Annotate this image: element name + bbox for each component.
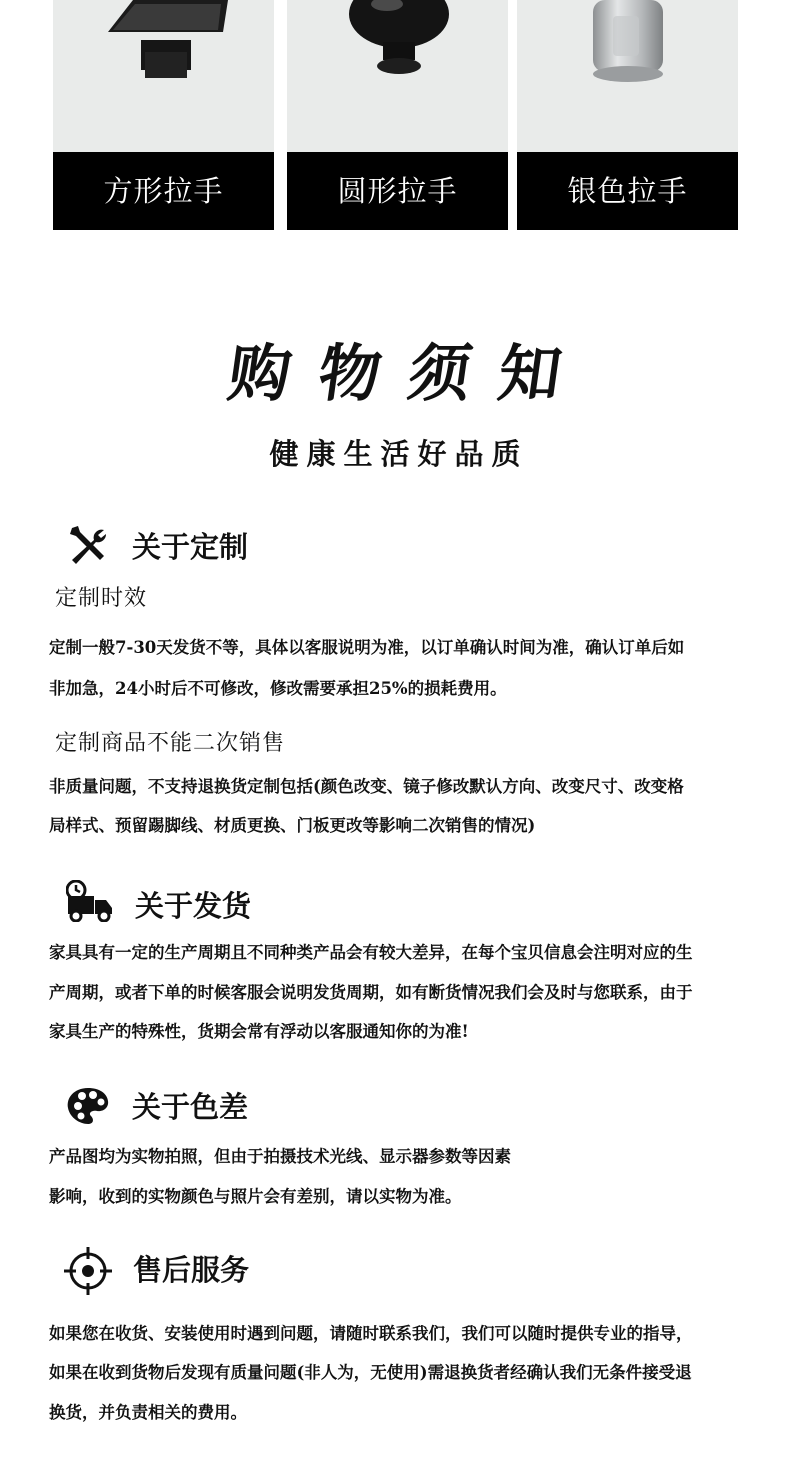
paragraph-line: 家具生产的特殊性，货期会常有浮动以客服通知你的为准! — [49, 1022, 469, 1041]
target-icon — [64, 1247, 112, 1295]
paragraph-line: 如果在收到货物后发现有质量问题(非人为，无使用)需退换货者经确认我们无条件接受退 — [49, 1363, 692, 1382]
paragraph-line: 家具具有一定的生产周期且不同种类产品会有较大差异，在每个宝贝信息会注明对应的生 — [49, 943, 693, 962]
product-card-round[interactable] — [287, 0, 508, 230]
delivery-truck-icon — [66, 880, 114, 922]
paragraph-line: 影响，收到的实物颜色与照片会有差别，请以实物为准。 — [49, 1187, 462, 1206]
product-label: 银色拉手 — [517, 152, 738, 230]
paragraph-line: 产周期，或者下单的时候客服会说明发货周期，如有断货情况我们会及时与您联系，由于 — [49, 983, 693, 1002]
product-card-silver[interactable] — [517, 0, 738, 230]
sub-heading-lead-time: 定制时效 — [55, 586, 148, 611]
section-heading-color: 关于色差 — [132, 1090, 249, 1124]
product-card-square[interactable] — [53, 0, 274, 230]
square-knob-photo — [53, 0, 274, 152]
round-knob-photo — [287, 0, 508, 152]
product-label: 圆形拉手 — [287, 152, 508, 230]
paragraph-line: 非加急，24小时后不可修改，修改需要承担25%的损耗费用。 — [49, 679, 507, 698]
paragraph-line: 局样式、预留踢脚线、材质更换、门板更改等影响二次销售的情况) — [49, 816, 536, 835]
paragraph-line: 非质量问题，不支持退换货定制包括(颜色改变、镜子修改默认方向、改变尺寸、改变格 — [49, 777, 684, 796]
sub-heading-no-resale: 定制商品不能二次销售 — [55, 731, 286, 756]
palette-icon — [66, 1086, 110, 1126]
paragraph-line: 如果您在收货、安装使用时遇到问题，请随时联系我们，我们可以随时提供专业的指导， — [49, 1324, 693, 1343]
paragraph-line: 换货，并负责相关的费用。 — [49, 1403, 247, 1422]
page-subtitle: 健康生活好品质 — [269, 437, 529, 471]
product-label: 方形拉手 — [53, 152, 274, 230]
section-heading-service: 售后服务 — [133, 1253, 250, 1287]
paragraph-line: 定制一般7-30天发货不等，具体以客服说明为准，以订单确认时间为准，确认订单后如 — [49, 638, 685, 657]
section-heading-shipping: 关于发货 — [135, 889, 252, 923]
section-heading-custom: 关于定制 — [132, 530, 249, 564]
silver-knob-photo — [517, 0, 738, 152]
paragraph-line: 产品图均为实物拍照，但由于拍摄技术光线、显示器参数等因素 — [49, 1147, 511, 1166]
tools-icon — [68, 526, 108, 566]
page-title: 购物须知 — [223, 337, 595, 410]
